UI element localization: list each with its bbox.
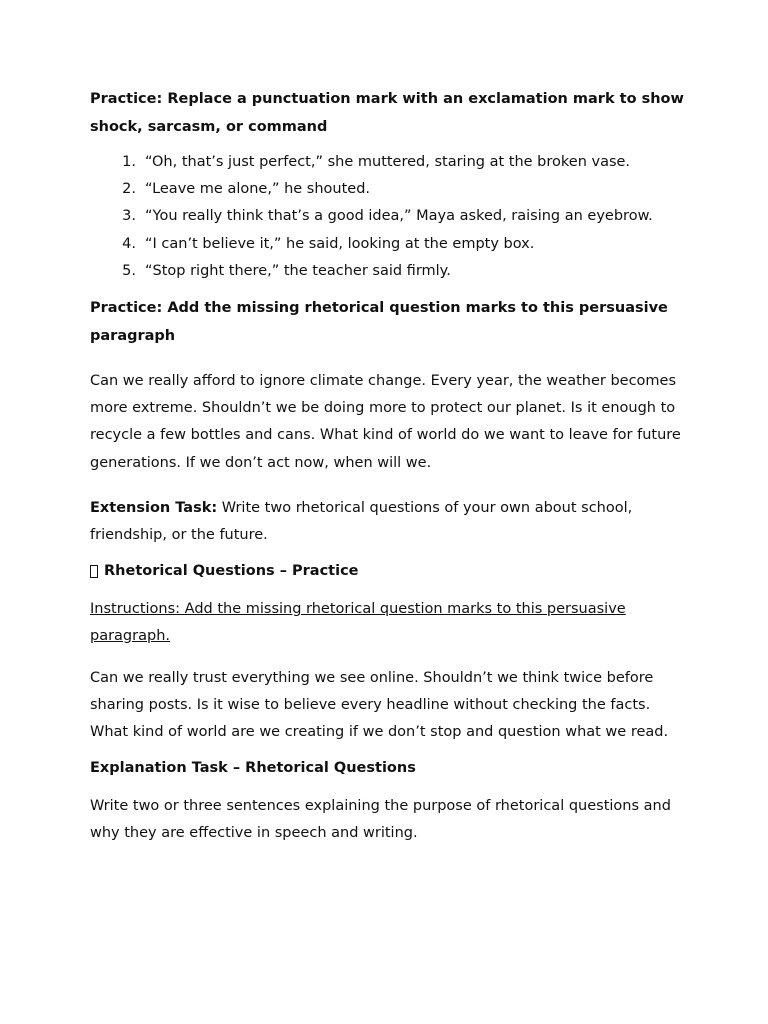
online-paragraph: Can we really trust everything we see online. Shouldn’t we think twice before sharing posts. Is it wise to believe every headline without checking the facts. What kind of world are we creating if we don’t stop and question what we read.: [90, 669, 669, 741]
list-item: [90, 231, 690, 258]
extension-task-label: Extension Task:: [90, 499, 218, 516]
section1-heading: Practice: Replace a punctuation mark with an exclamation mark to show shock, sarcasm, or command: [90, 91, 684, 135]
practice-list: [90, 149, 690, 285]
list-item-text: “You really think that’s a good idea,” Maya asked, raising an eyebrow.: [145, 208, 653, 225]
extension-task: [90, 495, 690, 549]
instructions-text: Instructions: Add the missing rhetorical question marks to this persuasive paragraph.: [90, 600, 626, 644]
list-item-number: 4.: [122, 235, 136, 252]
list-item-number: 2.: [122, 181, 136, 198]
list-item-text: “I can’t believe it,” he said, looking at the empty box.: [145, 235, 535, 252]
climate-paragraph: Can we really afford to ignore climate change. Every year, the weather becomes more extreme. Shouldn’t we be doing more to protect our planet. Is it enough to recycle a few bottles and cans. What kind of world do we want to leave for future generations. If we don’t act now, when will we.: [90, 373, 681, 471]
list-item-text: “Oh, that’s just perfect,” she muttered, staring at the broken vase.: [145, 154, 631, 170]
extension-task-text: Write two rhetorical questions of your own about school, friendship, or the future.: [90, 499, 633, 544]
list-item: [90, 149, 690, 176]
list-item: [90, 176, 690, 203]
explanation-paragraph: Write two or three sentences explaining the purpose of rhetorical questions and why they are effective in speech and writing.: [90, 797, 671, 841]
missing-glyph-icon: [90, 565, 98, 578]
document-page: [90, 86, 690, 847]
rhetorical-practice-title: Rhetorical Questions – Practice: [104, 563, 359, 580]
list-item-number: 5.: [122, 262, 136, 279]
list-item: [90, 258, 690, 285]
section2-heading: Practice: Add the missing rhetorical question marks to this persuasive paragraph: [90, 300, 668, 344]
list-item-text: “Leave me alone,” he shouted.: [145, 181, 371, 198]
list-item-number: 1.: [122, 154, 136, 170]
explanation-title: Explanation Task – Rhetorical Questions: [90, 760, 416, 777]
list-item-number: 3.: [122, 208, 136, 225]
list-item: [90, 203, 690, 230]
list-item-text: “Stop right there,” the teacher said firmly.: [145, 262, 451, 279]
rhetorical-practice-title-row: [90, 558, 690, 586]
